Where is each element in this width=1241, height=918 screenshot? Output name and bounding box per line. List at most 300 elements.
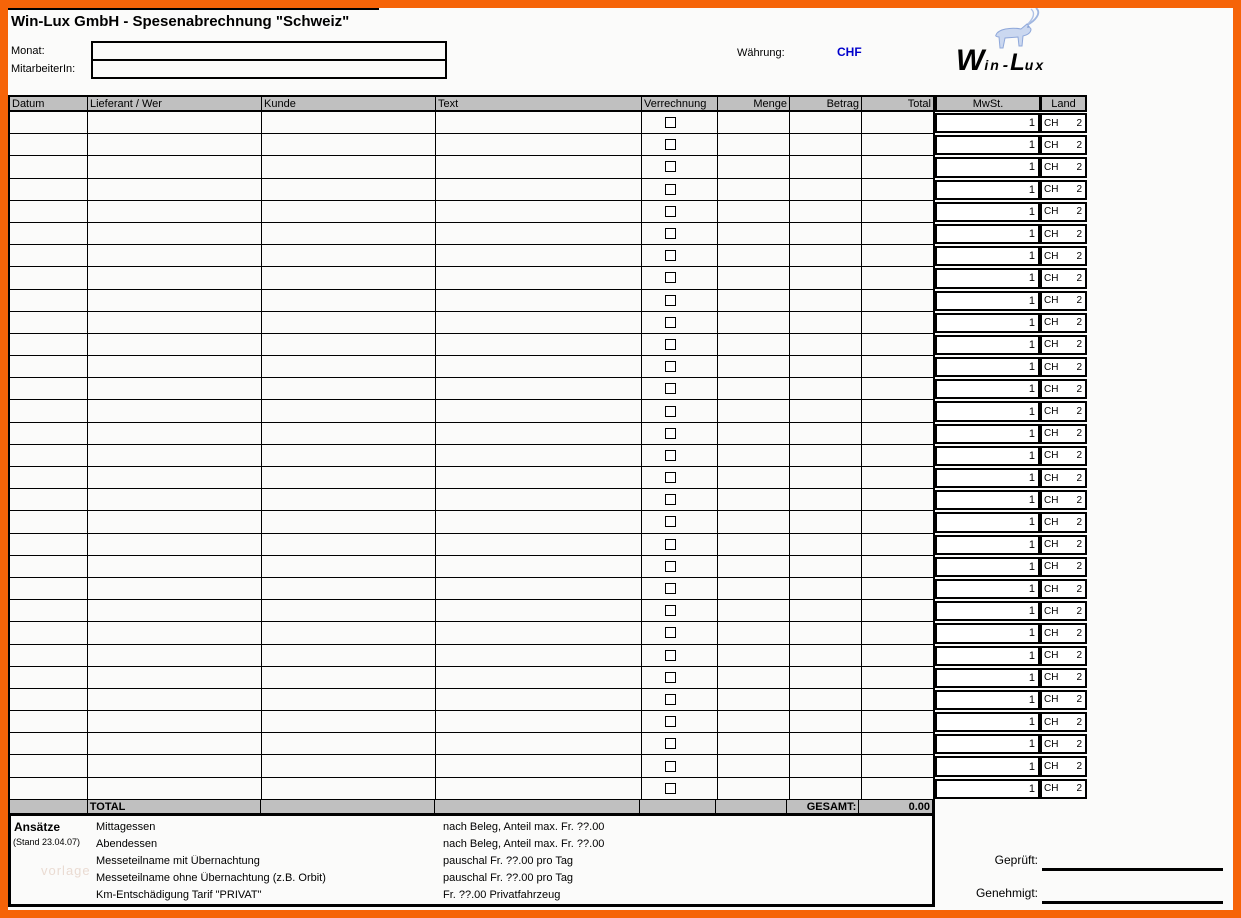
verrechnung-checkbox[interactable] <box>665 184 676 195</box>
verrechnung-checkbox[interactable] <box>665 472 676 483</box>
text-cell[interactable] <box>436 489 642 511</box>
verrechnung-checkbox[interactable] <box>665 605 676 616</box>
betrag-cell[interactable] <box>790 356 862 378</box>
kunde-cell[interactable] <box>262 622 436 644</box>
datum-cell[interactable] <box>8 778 88 800</box>
kunde-cell[interactable] <box>262 489 436 511</box>
datum-cell[interactable] <box>8 556 88 578</box>
betrag-cell[interactable] <box>790 467 862 489</box>
total-cell[interactable] <box>862 356 935 378</box>
kunde-cell[interactable] <box>262 667 436 689</box>
land-cell[interactable] <box>1040 379 1087 399</box>
datum-cell[interactable] <box>8 267 88 289</box>
menge-cell[interactable] <box>718 112 790 134</box>
menge-cell[interactable] <box>718 667 790 689</box>
total-cell[interactable] <box>862 645 935 667</box>
land-cell[interactable] <box>1040 291 1087 311</box>
text-cell[interactable] <box>436 201 642 223</box>
kunde-cell[interactable] <box>262 600 436 622</box>
lieferant-cell[interactable] <box>88 334 262 356</box>
total-cell[interactable] <box>862 755 935 777</box>
lieferant-cell[interactable] <box>88 356 262 378</box>
total-cell[interactable] <box>862 134 935 156</box>
mwst-cell[interactable] <box>935 291 1040 311</box>
kunde-cell[interactable] <box>262 467 436 489</box>
menge-cell[interactable] <box>718 600 790 622</box>
mwst-cell[interactable] <box>935 535 1040 555</box>
land-cell[interactable] <box>1040 535 1087 555</box>
datum-cell[interactable] <box>8 223 88 245</box>
kunde-cell[interactable] <box>262 290 436 312</box>
mwst-cell[interactable] <box>935 313 1040 333</box>
monat-input[interactable] <box>93 43 445 59</box>
datum-cell[interactable] <box>8 290 88 312</box>
menge-cell[interactable] <box>718 733 790 755</box>
menge-cell[interactable] <box>718 711 790 733</box>
total-cell[interactable] <box>862 467 935 489</box>
betrag-cell[interactable] <box>790 400 862 422</box>
kunde-cell[interactable] <box>262 356 436 378</box>
lieferant-cell[interactable] <box>88 290 262 312</box>
mwst-cell[interactable] <box>935 690 1040 710</box>
kunde-cell[interactable] <box>262 223 436 245</box>
betrag-cell[interactable] <box>790 312 862 334</box>
verrechnung-checkbox[interactable] <box>665 650 676 661</box>
verrechnung-checkbox[interactable] <box>665 561 676 572</box>
datum-cell[interactable] <box>8 489 88 511</box>
verrechnung-checkbox[interactable] <box>665 272 676 283</box>
total-cell[interactable] <box>862 223 935 245</box>
mwst-cell[interactable] <box>935 379 1040 399</box>
menge-cell[interactable] <box>718 156 790 178</box>
betrag-cell[interactable] <box>790 511 862 533</box>
text-cell[interactable] <box>436 645 642 667</box>
kunde-cell[interactable] <box>262 534 436 556</box>
text-cell[interactable] <box>436 179 642 201</box>
lieferant-cell[interactable] <box>88 112 262 134</box>
menge-cell[interactable] <box>718 534 790 556</box>
land-cell[interactable] <box>1040 734 1087 754</box>
lieferant-cell[interactable] <box>88 689 262 711</box>
kunde-cell[interactable] <box>262 378 436 400</box>
menge-cell[interactable] <box>718 245 790 267</box>
mwst-cell[interactable] <box>935 468 1040 488</box>
betrag-cell[interactable] <box>790 156 862 178</box>
lieferant-cell[interactable] <box>88 378 262 400</box>
datum-cell[interactable] <box>8 467 88 489</box>
lieferant-cell[interactable] <box>88 556 262 578</box>
mwst-cell[interactable] <box>935 712 1040 732</box>
text-cell[interactable] <box>436 356 642 378</box>
verrechnung-checkbox[interactable] <box>665 494 676 505</box>
total-cell[interactable] <box>862 267 935 289</box>
datum-cell[interactable] <box>8 356 88 378</box>
text-cell[interactable] <box>436 134 642 156</box>
land-cell[interactable] <box>1040 113 1087 133</box>
mwst-cell[interactable] <box>935 335 1040 355</box>
mwst-cell[interactable] <box>935 180 1040 200</box>
total-cell[interactable] <box>862 600 935 622</box>
datum-cell[interactable] <box>8 755 88 777</box>
total-cell[interactable] <box>862 556 935 578</box>
betrag-cell[interactable] <box>790 600 862 622</box>
verrechnung-checkbox[interactable] <box>665 117 676 128</box>
datum-cell[interactable] <box>8 445 88 467</box>
kunde-cell[interactable] <box>262 578 436 600</box>
betrag-cell[interactable] <box>790 378 862 400</box>
menge-cell[interactable] <box>718 467 790 489</box>
kunde-cell[interactable] <box>262 156 436 178</box>
text-cell[interactable] <box>436 600 642 622</box>
verrechnung-checkbox[interactable] <box>665 250 676 261</box>
betrag-cell[interactable] <box>790 667 862 689</box>
total-cell[interactable] <box>862 245 935 267</box>
land-cell[interactable] <box>1040 579 1087 599</box>
mwst-cell[interactable] <box>935 512 1040 532</box>
text-cell[interactable] <box>436 755 642 777</box>
total-cell[interactable] <box>862 201 935 223</box>
kunde-cell[interactable] <box>262 112 436 134</box>
verrechnung-checkbox[interactable] <box>665 694 676 705</box>
land-cell[interactable] <box>1040 424 1087 444</box>
text-cell[interactable] <box>436 534 642 556</box>
betrag-cell[interactable] <box>790 179 862 201</box>
text-cell[interactable] <box>436 511 642 533</box>
datum-cell[interactable] <box>8 511 88 533</box>
kunde-cell[interactable] <box>262 778 436 800</box>
verrechnung-checkbox[interactable] <box>665 761 676 772</box>
text-cell[interactable] <box>436 423 642 445</box>
kunde-cell[interactable] <box>262 201 436 223</box>
total-cell[interactable] <box>862 689 935 711</box>
betrag-cell[interactable] <box>790 423 862 445</box>
menge-cell[interactable] <box>718 511 790 533</box>
land-cell[interactable] <box>1040 357 1087 377</box>
mwst-cell[interactable] <box>935 246 1040 266</box>
total-cell[interactable] <box>862 445 935 467</box>
land-cell[interactable] <box>1040 668 1087 688</box>
land-cell[interactable] <box>1040 157 1087 177</box>
mwst-cell[interactable] <box>935 424 1040 444</box>
menge-cell[interactable] <box>718 489 790 511</box>
text-cell[interactable] <box>436 711 642 733</box>
total-cell[interactable] <box>862 667 935 689</box>
datum-cell[interactable] <box>8 134 88 156</box>
text-cell[interactable] <box>436 733 642 755</box>
land-cell[interactable] <box>1040 646 1087 666</box>
mwst-cell[interactable] <box>935 113 1040 133</box>
mwst-cell[interactable] <box>935 157 1040 177</box>
lieferant-cell[interactable] <box>88 400 262 422</box>
lieferant-cell[interactable] <box>88 467 262 489</box>
kunde-cell[interactable] <box>262 645 436 667</box>
verrechnung-checkbox[interactable] <box>665 339 676 350</box>
lieferant-cell[interactable] <box>88 489 262 511</box>
datum-cell[interactable] <box>8 578 88 600</box>
menge-cell[interactable] <box>718 356 790 378</box>
land-cell[interactable] <box>1040 557 1087 577</box>
verrechnung-checkbox[interactable] <box>665 206 676 217</box>
text-cell[interactable] <box>436 556 642 578</box>
land-cell[interactable] <box>1040 313 1087 333</box>
lieferant-cell[interactable] <box>88 711 262 733</box>
land-cell[interactable] <box>1040 623 1087 643</box>
datum-cell[interactable] <box>8 733 88 755</box>
lieferant-cell[interactable] <box>88 622 262 644</box>
mwst-cell[interactable] <box>935 646 1040 666</box>
text-cell[interactable] <box>436 378 642 400</box>
text-cell[interactable] <box>436 622 642 644</box>
betrag-cell[interactable] <box>790 733 862 755</box>
verrechnung-checkbox[interactable] <box>665 672 676 683</box>
menge-cell[interactable] <box>718 201 790 223</box>
text-cell[interactable] <box>436 667 642 689</box>
verrechnung-checkbox[interactable] <box>665 450 676 461</box>
land-cell[interactable] <box>1040 446 1087 466</box>
betrag-cell[interactable] <box>790 334 862 356</box>
total-cell[interactable] <box>862 179 935 201</box>
verrechnung-checkbox[interactable] <box>665 627 676 638</box>
lieferant-cell[interactable] <box>88 667 262 689</box>
menge-cell[interactable] <box>718 578 790 600</box>
betrag-cell[interactable] <box>790 201 862 223</box>
datum-cell[interactable] <box>8 622 88 644</box>
datum-cell[interactable] <box>8 423 88 445</box>
total-cell[interactable] <box>862 534 935 556</box>
betrag-cell[interactable] <box>790 755 862 777</box>
menge-cell[interactable] <box>718 423 790 445</box>
datum-cell[interactable] <box>8 312 88 334</box>
verrechnung-checkbox[interactable] <box>665 738 676 749</box>
kunde-cell[interactable] <box>262 312 436 334</box>
menge-cell[interactable] <box>718 778 790 800</box>
total-cell[interactable] <box>862 378 935 400</box>
text-cell[interactable] <box>436 467 642 489</box>
text-cell[interactable] <box>436 778 642 800</box>
lieferant-cell[interactable] <box>88 645 262 667</box>
lieferant-cell[interactable] <box>88 156 262 178</box>
text-cell[interactable] <box>436 223 642 245</box>
menge-cell[interactable] <box>718 400 790 422</box>
menge-cell[interactable] <box>718 134 790 156</box>
total-cell[interactable] <box>862 489 935 511</box>
verrechnung-checkbox[interactable] <box>665 428 676 439</box>
lieferant-cell[interactable] <box>88 733 262 755</box>
mwst-cell[interactable] <box>935 357 1040 377</box>
kunde-cell[interactable] <box>262 689 436 711</box>
mwst-cell[interactable] <box>935 557 1040 577</box>
datum-cell[interactable] <box>8 400 88 422</box>
land-cell[interactable] <box>1040 335 1087 355</box>
verrechnung-checkbox[interactable] <box>665 228 676 239</box>
verrechnung-checkbox[interactable] <box>665 583 676 594</box>
lieferant-cell[interactable] <box>88 201 262 223</box>
verrechnung-checkbox[interactable] <box>665 161 676 172</box>
land-cell[interactable] <box>1040 180 1087 200</box>
kunde-cell[interactable] <box>262 334 436 356</box>
lieferant-cell[interactable] <box>88 423 262 445</box>
verrechnung-checkbox[interactable] <box>665 539 676 550</box>
land-cell[interactable] <box>1040 401 1087 421</box>
mwst-cell[interactable] <box>935 490 1040 510</box>
total-cell[interactable] <box>862 423 935 445</box>
lieferant-cell[interactable] <box>88 778 262 800</box>
land-cell[interactable] <box>1040 202 1087 222</box>
verrechnung-checkbox[interactable] <box>665 406 676 417</box>
kunde-cell[interactable] <box>262 423 436 445</box>
land-cell[interactable] <box>1040 490 1087 510</box>
mwst-cell[interactable] <box>935 446 1040 466</box>
lieferant-cell[interactable] <box>88 267 262 289</box>
land-cell[interactable] <box>1040 135 1087 155</box>
datum-cell[interactable] <box>8 334 88 356</box>
mwst-cell[interactable] <box>935 734 1040 754</box>
kunde-cell[interactable] <box>262 733 436 755</box>
betrag-cell[interactable] <box>790 245 862 267</box>
mwst-cell[interactable] <box>935 202 1040 222</box>
land-cell[interactable] <box>1040 601 1087 621</box>
betrag-cell[interactable] <box>790 711 862 733</box>
mwst-cell[interactable] <box>935 268 1040 288</box>
lieferant-cell[interactable] <box>88 245 262 267</box>
kunde-cell[interactable] <box>262 267 436 289</box>
datum-cell[interactable] <box>8 112 88 134</box>
datum-cell[interactable] <box>8 667 88 689</box>
total-cell[interactable] <box>862 112 935 134</box>
betrag-cell[interactable] <box>790 556 862 578</box>
mwst-cell[interactable] <box>935 623 1040 643</box>
lieferant-cell[interactable] <box>88 134 262 156</box>
kunde-cell[interactable] <box>262 245 436 267</box>
text-cell[interactable] <box>436 245 642 267</box>
menge-cell[interactable] <box>718 223 790 245</box>
datum-cell[interactable] <box>8 378 88 400</box>
total-cell[interactable] <box>862 334 935 356</box>
verrechnung-checkbox[interactable] <box>665 716 676 727</box>
betrag-cell[interactable] <box>790 112 862 134</box>
kunde-cell[interactable] <box>262 445 436 467</box>
lieferant-cell[interactable] <box>88 534 262 556</box>
text-cell[interactable] <box>436 112 642 134</box>
text-cell[interactable] <box>436 290 642 312</box>
mitarbeiter-input[interactable] <box>93 61 445 77</box>
lieferant-cell[interactable] <box>88 179 262 201</box>
betrag-cell[interactable] <box>790 267 862 289</box>
text-cell[interactable] <box>436 445 642 467</box>
mwst-cell[interactable] <box>935 135 1040 155</box>
text-cell[interactable] <box>436 267 642 289</box>
verrechnung-checkbox[interactable] <box>665 361 676 372</box>
menge-cell[interactable] <box>718 334 790 356</box>
kunde-cell[interactable] <box>262 511 436 533</box>
datum-cell[interactable] <box>8 534 88 556</box>
mwst-cell[interactable] <box>935 401 1040 421</box>
kunde-cell[interactable] <box>262 755 436 777</box>
menge-cell[interactable] <box>718 689 790 711</box>
land-cell[interactable] <box>1040 512 1087 532</box>
mwst-cell[interactable] <box>935 224 1040 244</box>
menge-cell[interactable] <box>718 179 790 201</box>
mwst-cell[interactable] <box>935 668 1040 688</box>
lieferant-cell[interactable] <box>88 578 262 600</box>
total-cell[interactable] <box>862 400 935 422</box>
lieferant-cell[interactable] <box>88 511 262 533</box>
lieferant-cell[interactable] <box>88 755 262 777</box>
betrag-cell[interactable] <box>790 645 862 667</box>
land-cell[interactable] <box>1040 224 1087 244</box>
menge-cell[interactable] <box>718 556 790 578</box>
mwst-cell[interactable] <box>935 601 1040 621</box>
total-cell[interactable] <box>862 578 935 600</box>
betrag-cell[interactable] <box>790 134 862 156</box>
text-cell[interactable] <box>436 578 642 600</box>
menge-cell[interactable] <box>718 378 790 400</box>
betrag-cell[interactable] <box>790 578 862 600</box>
datum-cell[interactable] <box>8 156 88 178</box>
mwst-cell[interactable] <box>935 579 1040 599</box>
datum-cell[interactable] <box>8 600 88 622</box>
mwst-cell[interactable] <box>935 756 1040 776</box>
kunde-cell[interactable] <box>262 134 436 156</box>
verrechnung-checkbox[interactable] <box>665 295 676 306</box>
betrag-cell[interactable] <box>790 778 862 800</box>
betrag-cell[interactable] <box>790 622 862 644</box>
total-cell[interactable] <box>862 711 935 733</box>
menge-cell[interactable] <box>718 312 790 334</box>
total-cell[interactable] <box>862 312 935 334</box>
lieferant-cell[interactable] <box>88 600 262 622</box>
kunde-cell[interactable] <box>262 556 436 578</box>
datum-cell[interactable] <box>8 711 88 733</box>
menge-cell[interactable] <box>718 645 790 667</box>
datum-cell[interactable] <box>8 179 88 201</box>
menge-cell[interactable] <box>718 267 790 289</box>
land-cell[interactable] <box>1040 779 1087 799</box>
datum-cell[interactable] <box>8 201 88 223</box>
datum-cell[interactable] <box>8 245 88 267</box>
mwst-cell[interactable] <box>935 779 1040 799</box>
land-cell[interactable] <box>1040 246 1087 266</box>
total-cell[interactable] <box>862 156 935 178</box>
land-cell[interactable] <box>1040 712 1087 732</box>
text-cell[interactable] <box>436 400 642 422</box>
total-cell[interactable] <box>862 511 935 533</box>
kunde-cell[interactable] <box>262 400 436 422</box>
menge-cell[interactable] <box>718 445 790 467</box>
verrechnung-checkbox[interactable] <box>665 383 676 394</box>
total-cell[interactable] <box>862 290 935 312</box>
betrag-cell[interactable] <box>790 223 862 245</box>
lieferant-cell[interactable] <box>88 312 262 334</box>
kunde-cell[interactable] <box>262 179 436 201</box>
betrag-cell[interactable] <box>790 445 862 467</box>
lieferant-cell[interactable] <box>88 445 262 467</box>
text-cell[interactable] <box>436 689 642 711</box>
verrechnung-checkbox[interactable] <box>665 139 676 150</box>
verrechnung-checkbox[interactable] <box>665 516 676 527</box>
verrechnung-checkbox[interactable] <box>665 317 676 328</box>
betrag-cell[interactable] <box>790 689 862 711</box>
text-cell[interactable] <box>436 156 642 178</box>
lieferant-cell[interactable] <box>88 223 262 245</box>
land-cell[interactable] <box>1040 468 1087 488</box>
land-cell[interactable] <box>1040 756 1087 776</box>
betrag-cell[interactable] <box>790 489 862 511</box>
land-cell[interactable] <box>1040 268 1087 288</box>
kunde-cell[interactable] <box>262 711 436 733</box>
text-cell[interactable] <box>436 334 642 356</box>
datum-cell[interactable] <box>8 689 88 711</box>
